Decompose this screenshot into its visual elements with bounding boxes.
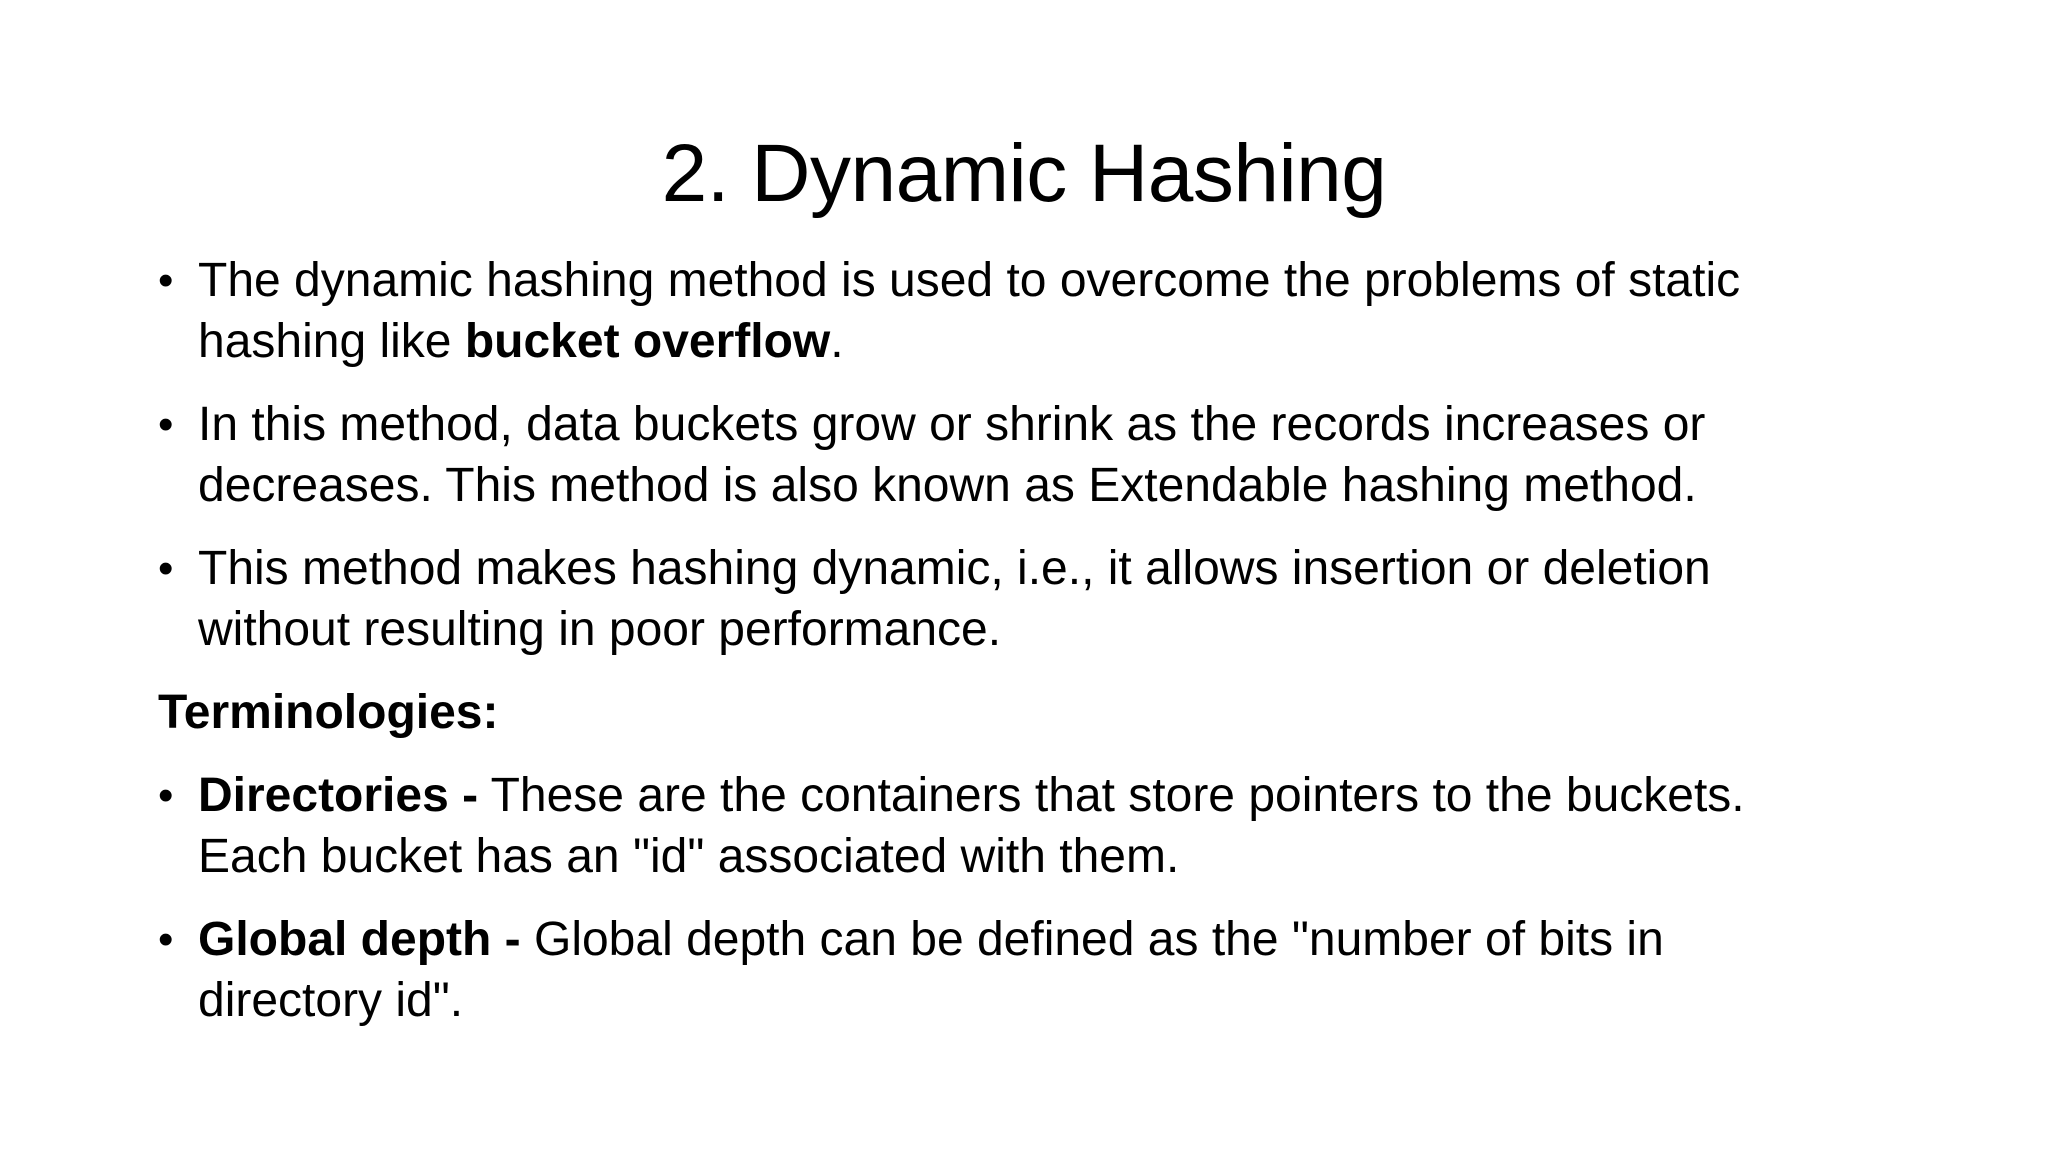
bullet-text-line: The dynamic hashing method is used to overcome the problems of static [198,254,1741,307]
bullet-text-line: Each bucket has an "id" associated with them. [198,830,1180,883]
bullet-icon: • [158,400,174,449]
term-definition: These are the containers that store pointers to the buckets. [478,769,1745,822]
bullet-item-global-depth [158,909,1948,1031]
bullet-text-line: decreases. This method is also known as Extendable hashing method. [198,459,1697,512]
term-label: Global depth - [198,913,521,966]
bullet-text-suffix: . [830,315,844,368]
bullet-text-line [198,765,1948,826]
slide-body [158,250,1948,1053]
bullet-text-bold: bucket overflow [464,315,831,368]
bullet-icon: • [158,915,174,964]
section-heading: Terminologies: [158,686,499,739]
term-label: Directories - [198,769,479,822]
bullet-icon: • [158,256,174,305]
bullet-icon: • [158,771,174,820]
bullet-icon: • [158,544,174,593]
bullet-item-grow-shrink [158,394,1948,516]
bullet-text-line: In this method, data buckets grow or shrink as the records increases or [198,398,1706,451]
bullet-item-static-hashing [158,250,1948,372]
bullet-text-prefix: hashing like [198,315,465,368]
slide-title: 2. Dynamic Hashing [661,128,1387,219]
bullet-text-line: This method makes hashing dynamic, i.e., it allows insertion or deletion [198,542,1711,595]
bullet-text-line: directory id". [198,974,464,1027]
bullet-text-line [198,909,1948,970]
bullet-text-line: without resulting in poor performance. [198,603,1002,656]
bullet-text-line [198,311,1948,372]
term-definition: Global depth can be defined as the "number of bits in [520,913,1664,966]
bullet-item-dynamic [158,538,1948,660]
bullet-item-directories [158,765,1948,887]
